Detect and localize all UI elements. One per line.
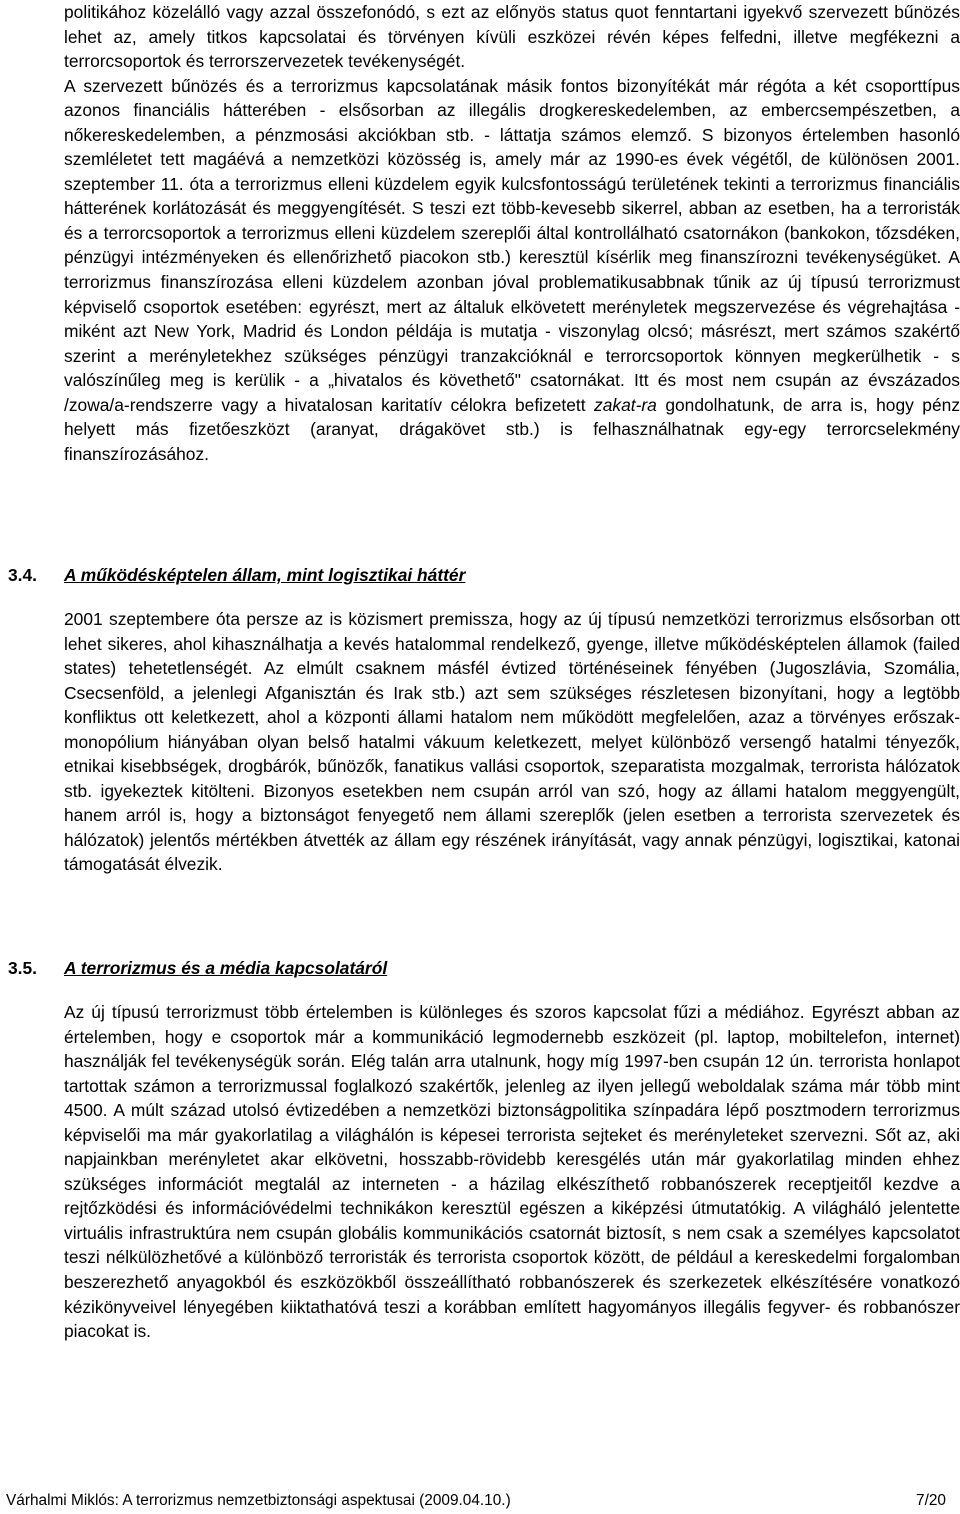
section-number: 3.5. [8, 958, 38, 978]
paragraph-text: A szervezett bűnözés és a terrorizmus kapcsolatának másik fontos bizonyítékát már régóta a két csoporttípus azonos financiális hátterében - elsősorban az illegális drogkereskedelemben, az embercsempészetben, a nőkereskedelemben, a pénzmosási akciókban stb. - láttatja számos elemző. S bizonyos értelemben hasonló szemléletet tett magáévá a nemzetközi közösség is, amely már az 1990-es évek végétől, de különösen 2001. szeptember 11. óta a terrorizmus elleni küzdelem egyik kulcsfontosságú területének tekinti a terrorizmus financiális hátterének korlátozását és meggyengítését. S teszi ezt több-kevesebb sikerrel, abban az esetben, ha a terroristák és a terrorcsoportok a terrorizmus elleni küzdelem szereplői által kontrollálható csatornákon (bankokon, tőzsdéken, pénzügyi intézményeken és ellenőrizhető piacokon stb.) keresztül kísérlik meg finanszírozni tevékenységüket. A terrorizmus finanszírozása elleni küzdelem azonban jóval problematikusabbnak tűnik az új típusú terrorizmust képviselő csoportok esetében: egyrészt, mert az általuk elkövetett merényletek megszervezése és végrehajtása - miként azt New York, Madrid és London példája is mutatja - viszonylag olcsó; másrészt, mert számos szakértő szerint a merényletekhez szükséges pénzügyi tranzakcióknál e terrorcsoportok könnyen megkerülhetik - s valószínűleg meg is kerülik - a „hivatalos és követhető" csatornákat. Itt és most nem csupán az évszázados /zowa/a-rendszerre vagy a hivatalosan karitatív célokra befizetett [64, 75, 960, 415]
section-number: 3.4. [8, 565, 38, 585]
paragraph-continued: politikához közelálló vagy azzal összefonódó, s ezt az előnyös status quot fenntartani igyekvő szervezett bűnözés lehet az, amely titkos kapcsolatai és törvényen kívüli eszközei révén képes felfedni, illetve megfékezni a terrorcsoportok és terrorszervezetek tevékenységét. [64, 2, 960, 72]
section-title: A terrorizmus és a média kapcsolatáról [64, 958, 388, 978]
paragraph-failed-states: 2001 szeptembere óta persze az is közismert premissza, hogy az új típusú nemzetközi terrorizmus elsősorban ott lehet sikeres, ahol kihasználhatja a kevés hatalommal rendelkező, gyenge, illetve működésképtelen államok (failed states) tehetetlenségét. Az elmúlt csaknem másfél évtized történéseinek fényében (Jugoszlávia, Szomália, Csecsenföld, a jelenlegi Afganisztán és Irak stb.) azt sem szükséges részletesen bizonyítani, hogy a legtöbb konfliktus ott keletkezett, ahol a központi állami hatalom nem működött megfelelően, azaz a törvényes erőszak-monopólium hiányában olyan belső hatalmi vákuum keletkezett, melyet különböző versengő hatalmi tényezők, etnikai kisebbségek, drogbárók, bűnözők, fanatikus vallási csoportok, szeparatista mozgalmak, terrorista hálózatok stb. igyekeztek kitölteni. Bizonyos esetekben nem csupán arról van szó, hogy az állami hatalom meggyengült, hanem arról is, hogy a biztonságot fenyegető nem állami szereplők (jelen esetben a terrorista szervezetek és hálózatok) jelentős mértékben átvették az állam egy részének irányítását, vagy annak pénzügyi, logisztikai, katonai támogatását élvezik. [64, 609, 960, 875]
paragraph-block-1 [64, 0, 960, 466]
italic-term: zakat-ra [594, 394, 657, 415]
paragraph-block-2 [64, 607, 960, 877]
paragraph-media: Az új típusú terrorizmust több értelemben is különleges és szoros kapcsolat fűzi a médiához. Egyrészt abban az értelemben, hogy e csoportok már a kommunikáció legmodernebb eszközeit (pl. laptop, mobiltelefon, internet) használják fel tevékenységük során. Elég talán arra utalnunk, hogy míg 1997-ben csupán 12 ún. terrorista honlapot tartottak számon a terrorizmussal foglalkozó szakértők, jelenleg az ilyen jellegű weboldalak száma már több mint 4500. A múlt század utolsó évtizedében a nemzetközi biztonságpolitika színpadára lépő posztmodern terrorizmus képviselői ma már gyakorlatilag a világhálón is képesei terrorista sejteket és merényleteket szervezni. Sőt az, aki napjainkban merényletet akar elkövetni, hosszabb-rövidebb keresgélés után már gyakorlatilag minden ehhez szükséges információt megtalál az interneten - a házilag elkészíthető robbanószerek receptjeitől kezdve a rejtőzködési és információvédelmi technikákon keresztül egészen a kiképzési útmutatókig. A világháló jelentette virtuális infrastruktúra nem csupán globális kommunikációs csatornát biztosít, s nem csak a személyes kapcsolatot teszi nélkülözhetővé a különböző terroristák és terrorista csoportok között, de például a kereskedelmi forgalomban beszerezhető anyagokból és eszközökből összeállítható robbanószerek és szerkezetek elkészítésére vonatkozó kézikönyveivel lényegében kiiktathatóvá teszi a korábban említett hagyományos illegális fegyver- és robbanószer piacokat is. [64, 1002, 960, 1342]
page-number: 7/20 [916, 1492, 946, 1509]
paragraph-text: gondolhatunk, de arra is, hogy pénz helyett más fizetőeszközt (aranyat, drágakövet stb.) is felhasználhatnak egy-egy terrorcselekmény finanszírozásához. [64, 394, 960, 464]
section-title: A működésképtelen állam, mint logisztikai háttér [64, 565, 466, 585]
paragraph-financial-background [64, 74, 960, 467]
footer-citation: Várhalmi Miklós: A terrorizmus nemzetbiztonsági aspektusai (2009.04.10.) [6, 1492, 511, 1509]
paragraph-block-3 [64, 1000, 960, 1344]
